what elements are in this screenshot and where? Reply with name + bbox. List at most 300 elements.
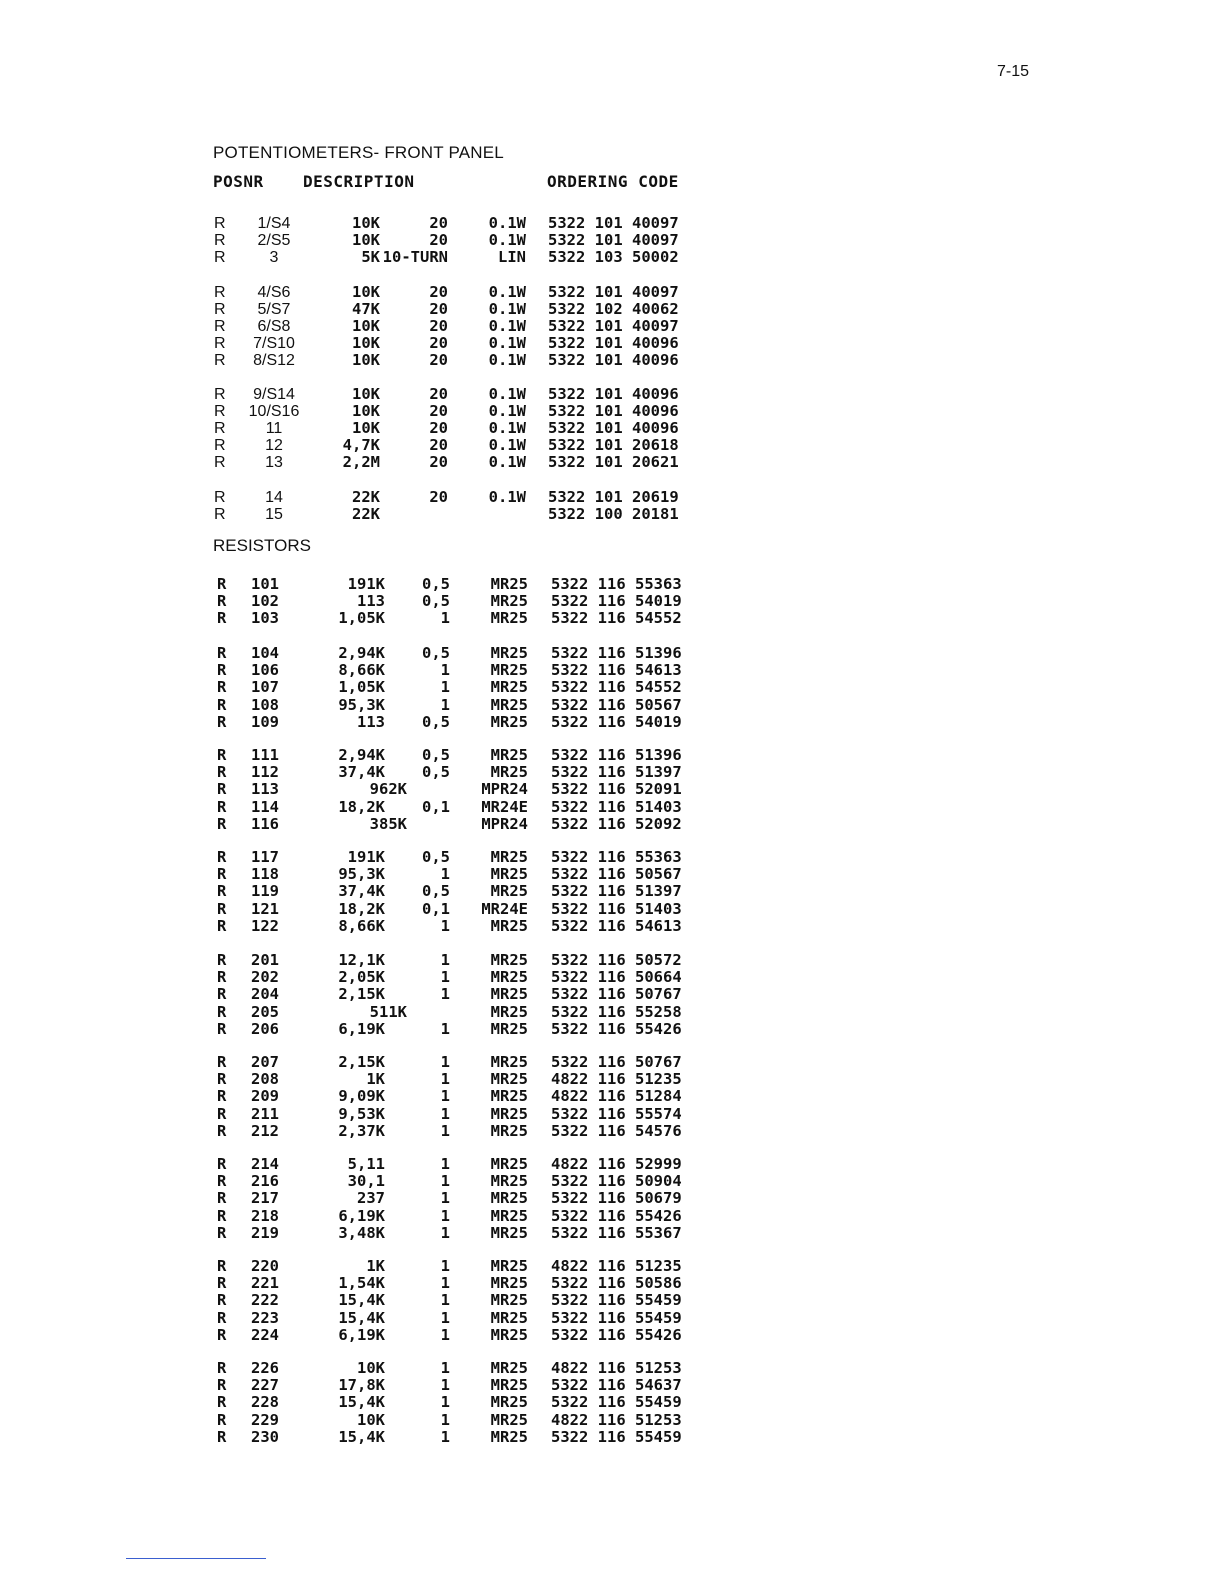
- prefix-cell: R: [217, 592, 227, 611]
- value-cell: 385K: [369, 814, 407, 833]
- resistor-row: [0, 645, 1224, 662]
- tolerance-cell: 1: [440, 1427, 450, 1446]
- potentiometer-row: [0, 301, 1224, 318]
- value-cell: 17,8K: [338, 1376, 385, 1395]
- tolerance-cell: 20: [429, 231, 448, 249]
- power-cell: 0.1W: [488, 300, 526, 318]
- value-cell: 5K: [361, 248, 380, 266]
- prefix-cell: R: [217, 712, 227, 731]
- ordering-code-cell: 5322 116 50567: [551, 695, 682, 714]
- resistor-row: [0, 1156, 1224, 1173]
- tolerance-cell: 1: [440, 1104, 450, 1123]
- prefix-cell: R: [217, 1376, 227, 1395]
- value-cell: 2,94K: [338, 746, 385, 764]
- ordering-code-cell: 5322 101 40096: [548, 334, 679, 352]
- ordering-code-cell: 5322 116 54019: [551, 592, 682, 611]
- resistor-row: [0, 1208, 1224, 1225]
- value-cell: 10K: [357, 1359, 385, 1377]
- posnr-cell: 205: [251, 1002, 279, 1021]
- prefix-cell: R: [217, 1223, 227, 1242]
- tolerance-cell: 0,1: [422, 797, 450, 816]
- power-cell: 0.1W: [488, 214, 526, 232]
- value-cell: 10K: [352, 317, 380, 335]
- prefix-cell: R: [217, 1410, 227, 1429]
- tolerance-cell: 20: [429, 402, 448, 420]
- ordering-code-cell: 5322 116 54552: [551, 609, 682, 628]
- prefix-cell: R: [217, 1393, 227, 1412]
- ordering-code-cell: 5322 116 54576: [551, 1121, 682, 1140]
- resistor-row: [0, 1021, 1224, 1038]
- tolerance-cell: 0,1: [422, 899, 450, 918]
- power-cell: 0.1W: [488, 385, 526, 403]
- type-cell: MR24E: [481, 899, 528, 918]
- prefix-cell: R: [217, 1206, 227, 1225]
- tolerance-cell: 1: [440, 678, 450, 697]
- tolerance-cell: 20: [429, 453, 448, 471]
- resistor-row: [0, 1275, 1224, 1292]
- prefix-cell: R: [217, 1019, 227, 1038]
- ordering-code-cell: 5322 116 50572: [551, 951, 682, 969]
- ordering-code-cell: 5322 116 55363: [551, 848, 682, 866]
- ordering-code-cell: 5322 116 55459: [551, 1393, 682, 1412]
- prefix-cell: R: [214, 454, 226, 471]
- value-cell: 191K: [347, 848, 385, 866]
- resistor-row: [0, 1054, 1224, 1071]
- tolerance-cell: 1: [440, 1291, 450, 1310]
- type-cell: MR25: [490, 968, 528, 987]
- prefix-cell: R: [214, 335, 226, 352]
- value-cell: 10K: [352, 334, 380, 352]
- resistor-row: [0, 747, 1224, 764]
- tolerance-cell: 1: [440, 1172, 450, 1191]
- ordering-code-cell: 5322 101 20619: [548, 488, 679, 506]
- value-cell: 5,11: [347, 1155, 385, 1173]
- resistor-row: [0, 610, 1224, 627]
- ordering-code-cell: 4822 116 52999: [551, 1155, 682, 1173]
- resistor-row: [0, 816, 1224, 833]
- prefix-cell: R: [217, 763, 227, 782]
- tolerance-cell: 1: [440, 1325, 450, 1344]
- prefix-cell: R: [214, 232, 226, 249]
- type-cell: MR25: [490, 1087, 528, 1106]
- posnr-cell: 2/S5: [257, 232, 291, 249]
- value-cell: 113: [357, 712, 385, 731]
- posnr-cell: 106: [251, 661, 279, 680]
- posnr-cell: 222: [251, 1291, 279, 1310]
- posnr-cell: 226: [251, 1359, 279, 1377]
- potentiometer-row: [0, 437, 1224, 454]
- prefix-cell: R: [217, 746, 227, 764]
- resistor-row: [0, 969, 1224, 986]
- type-cell: MPR24: [481, 780, 528, 799]
- type-cell: MR25: [490, 1155, 528, 1173]
- prefix-cell: R: [217, 968, 227, 987]
- ordering-code-cell: 4822 116 51284: [551, 1087, 682, 1106]
- ordering-code-cell: 5322 116 55459: [551, 1308, 682, 1327]
- prefix-cell: R: [214, 403, 226, 420]
- ordering-code-cell: 4822 116 51235: [551, 1070, 682, 1089]
- potentiometer-row: [0, 318, 1224, 335]
- type-cell: MR25: [490, 1223, 528, 1242]
- potentiometer-row: [0, 215, 1224, 232]
- prefix-cell: R: [214, 249, 226, 266]
- prefix-cell: R: [214, 437, 226, 454]
- tolerance-cell: 20: [429, 351, 448, 369]
- posnr-cell: 202: [251, 968, 279, 987]
- prefix-cell: R: [217, 1053, 227, 1071]
- power-cell: 0.1W: [488, 283, 526, 301]
- tolerance-cell: 20: [429, 488, 448, 506]
- ordering-code-cell: 5322 116 55426: [551, 1325, 682, 1344]
- ordering-code-cell: 5322 116 54019: [551, 712, 682, 731]
- resistor-row: [0, 1004, 1224, 1021]
- potentiometer-row: [0, 386, 1224, 403]
- type-cell: MR25: [490, 1121, 528, 1140]
- value-cell: 1,05K: [338, 678, 385, 697]
- resistor-row: [0, 1123, 1224, 1140]
- ordering-code-cell: 5322 116 51403: [551, 899, 682, 918]
- resistor-row: [0, 714, 1224, 731]
- tolerance-cell: 20: [429, 214, 448, 232]
- resistor-row: [0, 1412, 1224, 1429]
- value-cell: 1,05K: [338, 609, 385, 628]
- type-cell: MR25: [490, 1070, 528, 1089]
- type-cell: MR25: [490, 746, 528, 764]
- tolerance-cell: 0,5: [422, 763, 450, 782]
- posnr-cell: 208: [251, 1070, 279, 1089]
- posnr-cell: 104: [251, 644, 279, 662]
- posnr-cell: 204: [251, 985, 279, 1004]
- value-cell: 6,19K: [338, 1206, 385, 1225]
- power-cell: 0.1W: [488, 436, 526, 454]
- prefix-cell: R: [214, 489, 226, 506]
- tolerance-cell: 1: [440, 1019, 450, 1038]
- ordering-code-cell: 5322 116 55363: [551, 575, 682, 593]
- tolerance-cell: 1: [440, 1206, 450, 1225]
- resistor-row: [0, 1071, 1224, 1088]
- posnr-cell: 209: [251, 1087, 279, 1106]
- ordering-code-cell: 5322 116 55367: [551, 1223, 682, 1242]
- value-cell: 511K: [369, 1002, 407, 1021]
- type-cell: MR25: [490, 592, 528, 611]
- tolerance-cell: 1: [440, 916, 450, 935]
- ordering-code-cell: 5322 116 55258: [551, 1002, 682, 1021]
- ordering-code-cell: 5322 101 40096: [548, 419, 679, 437]
- type-cell: MR25: [490, 661, 528, 680]
- value-cell: 22K: [352, 505, 380, 523]
- posnr-cell: 119: [251, 882, 279, 901]
- resistor-row: [0, 1292, 1224, 1309]
- ordering-code-cell: 5322 116 50904: [551, 1172, 682, 1191]
- prefix-cell: R: [217, 1427, 227, 1446]
- posnr-cell: 116: [251, 814, 279, 833]
- type-cell: MR25: [490, 1172, 528, 1191]
- posnr-header: POSNR: [213, 172, 264, 191]
- resistor-row: [0, 764, 1224, 781]
- ordering-code-header: ORDERING CODE: [547, 172, 679, 191]
- value-cell: 237: [357, 1189, 385, 1208]
- posnr-cell: 102: [251, 592, 279, 611]
- type-cell: MR25: [490, 1104, 528, 1123]
- value-cell: 10K: [352, 214, 380, 232]
- type-cell: MR25: [490, 985, 528, 1004]
- ordering-code-cell: 5322 103 50002: [548, 248, 679, 266]
- ordering-code-cell: 5322 116 52091: [551, 780, 682, 799]
- value-cell: 95,3K: [338, 695, 385, 714]
- resistor-row: [0, 1327, 1224, 1344]
- ordering-code-cell: 5322 116 54552: [551, 678, 682, 697]
- ordering-code-cell: 5322 116 55426: [551, 1206, 682, 1225]
- type-cell: MR25: [490, 916, 528, 935]
- prefix-cell: R: [217, 1291, 227, 1310]
- tolerance-cell: 1: [440, 1189, 450, 1208]
- prefix-cell: R: [217, 695, 227, 714]
- value-cell: 6,19K: [338, 1325, 385, 1344]
- value-cell: 9,53K: [338, 1104, 385, 1123]
- ordering-code-cell: 5322 116 50767: [551, 1053, 682, 1071]
- type-cell: MR25: [490, 575, 528, 593]
- value-cell: 95,3K: [338, 865, 385, 884]
- type-cell: MR25: [490, 695, 528, 714]
- power-cell: 0.1W: [488, 317, 526, 335]
- type-cell: MR25: [490, 1274, 528, 1293]
- posnr-cell: 121: [251, 899, 279, 918]
- resistor-row: [0, 1190, 1224, 1207]
- posnr-cell: 111: [251, 746, 279, 764]
- prefix-cell: R: [217, 1172, 227, 1191]
- tolerance-cell: 1: [440, 1257, 450, 1275]
- resistor-row: [0, 1377, 1224, 1394]
- resistor-row: [0, 986, 1224, 1003]
- posnr-cell: 201: [251, 951, 279, 969]
- resistor-row: [0, 662, 1224, 679]
- prefix-cell: R: [214, 506, 226, 523]
- type-cell: MR25: [490, 1291, 528, 1310]
- type-cell: MPR24: [481, 814, 528, 833]
- tolerance-cell: 20: [429, 419, 448, 437]
- ordering-code-cell: 5322 116 50679: [551, 1189, 682, 1208]
- power-cell: LIN: [498, 248, 526, 266]
- column-headers: [213, 172, 733, 194]
- resistor-row: [0, 1173, 1224, 1190]
- posnr-cell: 223: [251, 1308, 279, 1327]
- prefix-cell: R: [217, 899, 227, 918]
- ordering-code-cell: 5322 101 20621: [548, 453, 679, 471]
- potentiometer-row: [0, 420, 1224, 437]
- value-cell: 47K: [352, 300, 380, 318]
- tolerance-cell: 20: [429, 436, 448, 454]
- value-cell: 37,4K: [338, 763, 385, 782]
- resistor-row: [0, 1088, 1224, 1105]
- prefix-cell: R: [217, 882, 227, 901]
- value-cell: 30,1: [347, 1172, 385, 1191]
- tolerance-cell: 0,5: [422, 644, 450, 662]
- ordering-code-cell: 4822 116 51235: [551, 1257, 682, 1275]
- value-cell: 191K: [347, 575, 385, 593]
- ordering-code-cell: 5322 116 51396: [551, 644, 682, 662]
- resistor-row: [0, 576, 1224, 593]
- ordering-code-cell: 5322 116 50664: [551, 968, 682, 987]
- value-cell: 3,48K: [338, 1223, 385, 1242]
- prefix-cell: R: [217, 1104, 227, 1123]
- posnr-cell: 220: [251, 1257, 279, 1275]
- value-cell: 10K: [352, 283, 380, 301]
- type-cell: MR25: [490, 763, 528, 782]
- ordering-code-cell: 5322 101 40097: [548, 231, 679, 249]
- type-cell: MR25: [490, 1019, 528, 1038]
- posnr-cell: 207: [251, 1053, 279, 1071]
- resistor-row: [0, 679, 1224, 696]
- type-cell: MR24E: [481, 797, 528, 816]
- value-cell: 8,66K: [338, 661, 385, 680]
- posnr-cell: 4/S6: [257, 284, 291, 301]
- type-cell: MR25: [490, 1002, 528, 1021]
- posnr-cell: 5/S7: [257, 301, 291, 318]
- value-cell: 2,94K: [338, 644, 385, 662]
- ordering-code-cell: 5322 116 54637: [551, 1376, 682, 1395]
- resistor-row: [0, 1394, 1224, 1411]
- tolerance-cell: 20: [429, 385, 448, 403]
- posnr-cell: 109: [251, 712, 279, 731]
- posnr-cell: 219: [251, 1223, 279, 1242]
- tolerance-cell: 1: [440, 1376, 450, 1395]
- value-cell: 113: [357, 592, 385, 611]
- resistor-row: [0, 918, 1224, 935]
- prefix-cell: R: [217, 1274, 227, 1293]
- potentiometer-row: [0, 249, 1224, 266]
- tolerance-cell: 1: [440, 1393, 450, 1412]
- type-cell: MR25: [490, 1410, 528, 1429]
- ordering-code-cell: 5322 101 40097: [548, 214, 679, 232]
- prefix-cell: R: [214, 318, 226, 335]
- value-cell: 37,4K: [338, 882, 385, 901]
- prefix-cell: R: [214, 284, 226, 301]
- power-cell: 0.1W: [488, 231, 526, 249]
- value-cell: 2,15K: [338, 985, 385, 1004]
- prefix-cell: R: [217, 985, 227, 1004]
- power-cell: 0.1W: [488, 488, 526, 506]
- potentiometer-row: [0, 506, 1224, 523]
- type-cell: MR25: [490, 1189, 528, 1208]
- posnr-cell: 112: [251, 763, 279, 782]
- tolerance-cell: 0,5: [422, 712, 450, 731]
- ordering-code-cell: 5322 102 40062: [548, 300, 679, 318]
- posnr-cell: 229: [251, 1410, 279, 1429]
- resistors-section-title: RESISTORS: [213, 536, 311, 555]
- posnr-cell: 3: [269, 249, 279, 266]
- value-cell: 22K: [352, 488, 380, 506]
- value-cell: 10K: [352, 231, 380, 249]
- value-cell: 12,1K: [338, 951, 385, 969]
- power-cell: 0.1W: [488, 419, 526, 437]
- posnr-cell: 103: [251, 609, 279, 628]
- resistor-row: [0, 849, 1224, 866]
- value-cell: 2,05K: [338, 968, 385, 987]
- type-cell: MR25: [490, 1359, 528, 1377]
- resistor-row: [0, 1310, 1224, 1327]
- posnr-cell: 117: [251, 848, 279, 866]
- tolerance-cell: 0,5: [422, 746, 450, 764]
- posnr-cell: 206: [251, 1019, 279, 1038]
- potentiometer-row: [0, 403, 1224, 420]
- ordering-code-cell: 5322 116 55459: [551, 1291, 682, 1310]
- ordering-code-cell: 5322 116 50567: [551, 865, 682, 884]
- prefix-cell: R: [217, 661, 227, 680]
- power-cell: 0.1W: [488, 402, 526, 420]
- footer-rule: [126, 1558, 266, 1559]
- type-cell: MR25: [490, 712, 528, 731]
- resistor-row: [0, 799, 1224, 816]
- tolerance-cell: 1: [440, 609, 450, 628]
- value-cell: 10K: [357, 1410, 385, 1429]
- posnr-cell: 107: [251, 678, 279, 697]
- type-cell: MR25: [490, 1308, 528, 1327]
- value-cell: 4,7K: [342, 436, 380, 454]
- value-cell: 18,2K: [338, 797, 385, 816]
- resistor-row: [0, 1360, 1224, 1377]
- type-cell: MR25: [490, 882, 528, 901]
- ordering-code-cell: 5322 101 40097: [548, 283, 679, 301]
- type-cell: MR25: [490, 1206, 528, 1225]
- posnr-cell: 9/S14: [253, 386, 295, 403]
- prefix-cell: R: [214, 215, 226, 232]
- prefix-cell: R: [217, 1070, 227, 1089]
- potentiometer-row: [0, 489, 1224, 506]
- tolerance-cell: 20: [429, 283, 448, 301]
- prefix-cell: R: [217, 1087, 227, 1106]
- prefix-cell: R: [217, 1121, 227, 1140]
- tolerance-cell: 20: [429, 317, 448, 335]
- resistor-row: [0, 1258, 1224, 1275]
- prefix-cell: R: [214, 301, 226, 318]
- prefix-cell: R: [217, 1325, 227, 1344]
- prefix-cell: R: [217, 1155, 227, 1173]
- type-cell: MR25: [490, 848, 528, 866]
- page-number: 7-15: [997, 63, 1030, 80]
- power-cell: 0.1W: [488, 334, 526, 352]
- tolerance-cell: 1: [440, 1410, 450, 1429]
- tolerance-cell: 20: [429, 334, 448, 352]
- prefix-cell: R: [217, 797, 227, 816]
- ordering-code-cell: 5322 101 40096: [548, 351, 679, 369]
- ordering-code-cell: 5322 116 51397: [551, 882, 682, 901]
- tolerance-cell: 1: [440, 1070, 450, 1089]
- prefix-cell: R: [217, 1359, 227, 1377]
- posnr-cell: 122: [251, 916, 279, 935]
- tolerance-cell: 0,5: [422, 882, 450, 901]
- resistor-row: [0, 1429, 1224, 1446]
- type-cell: MR25: [490, 865, 528, 884]
- posnr-cell: 114: [251, 797, 279, 816]
- resistor-row: [0, 866, 1224, 883]
- tolerance-cell: 1: [440, 1274, 450, 1293]
- value-cell: 962K: [369, 780, 407, 799]
- tolerance-cell: 1: [440, 1359, 450, 1377]
- ordering-code-cell: 5322 100 20181: [548, 505, 679, 523]
- tolerance-cell: 1: [440, 951, 450, 969]
- prefix-cell: R: [217, 951, 227, 969]
- type-cell: MR25: [490, 609, 528, 628]
- ordering-code-cell: 5322 116 50586: [551, 1274, 682, 1293]
- type-cell: MR25: [490, 1325, 528, 1344]
- tolerance-cell: 20: [429, 300, 448, 318]
- posnr-cell: 212: [251, 1121, 279, 1140]
- ordering-code-cell: 4822 116 51253: [551, 1359, 682, 1377]
- power-cell: 0.1W: [488, 453, 526, 471]
- ordering-code-cell: 5322 101 40097: [548, 317, 679, 335]
- type-cell: MR25: [490, 1053, 528, 1071]
- posnr-cell: 217: [251, 1189, 279, 1208]
